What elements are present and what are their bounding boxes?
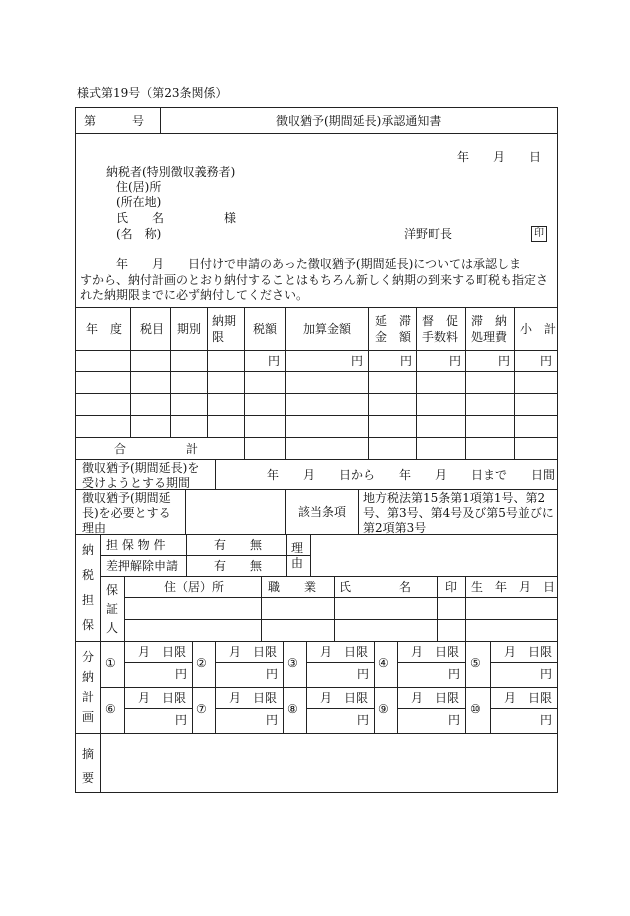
yen-subtotal: 円 [540, 354, 553, 368]
yen-delinquency: 円 [498, 354, 511, 368]
grace-period-label-2: 受けようとする期間 [82, 476, 191, 490]
installment-date-6: 月 日限 [138, 691, 187, 705]
address-label: 住(居)所 [116, 180, 162, 194]
installment-date-2: 月 日限 [229, 645, 278, 659]
header-additional: 加算金額 [303, 322, 352, 336]
guarantor-dob-header: 生 年 月 日 [471, 580, 556, 594]
installment-yen-7: 円 [266, 713, 279, 727]
installment-yen-1: 円 [175, 667, 188, 681]
applicable-text-2: 号、第3号、第4号及び第5号並びに [363, 506, 554, 520]
body-line-1: 年 月 日付けで申請のあった徴収猶予(期間延長)については承認しま [116, 257, 522, 271]
installment-mark-4: ④ [378, 656, 389, 670]
installment-date-4: 月 日限 [411, 645, 460, 659]
installment-yen-8: 円 [357, 713, 370, 727]
taxpayer-label: 納税者(特別徴収義務者) [106, 165, 236, 179]
reason-label-1: 徴収猶予(期間延 [82, 491, 171, 505]
installment-date-1: 月 日限 [138, 645, 187, 659]
yen-arrears: 円 [400, 354, 413, 368]
issuer-name: 洋野町長 [404, 227, 453, 241]
body-line-2: すから、納付計画のとおり納付することはもちろん新しく納期の到来する町税も指定さ [80, 273, 549, 287]
yen-additional: 円 [351, 354, 364, 368]
header-due-1: 納期 [212, 314, 237, 328]
header-delinquency-1: 滞 納 [471, 314, 508, 328]
installment-yen-6: 円 [175, 713, 188, 727]
body-line-3: れた納期限までに必ず納付してください。 [80, 288, 309, 302]
installment-yen-2: 円 [266, 667, 279, 681]
security-side-label: 納税担保 [81, 543, 94, 632]
installment-side-label: 分納計画 [81, 650, 94, 724]
installment-mark-3: ③ [287, 656, 298, 670]
header-arrears-1: 延 滞 [375, 314, 412, 328]
total-label: 合 計 [114, 442, 199, 456]
header-delinquency-2: 処理費 [471, 330, 508, 344]
number-label: 第 号 [84, 114, 145, 128]
location-label: (所在地) [116, 195, 162, 209]
header-year: 年 度 [86, 322, 123, 336]
header-subtotal: 小 計 [520, 322, 557, 336]
installment-mark-10: ⑩ [470, 702, 481, 716]
installment-date-8: 月 日限 [320, 691, 369, 705]
installment-date-3: 月 日限 [320, 645, 369, 659]
guarantor-occupation-header: 職 業 [268, 580, 317, 594]
release-label: 差押解除申請 [106, 559, 179, 573]
grace-period-label-1: 徴収猶予(期間延長)を [82, 461, 200, 475]
header-period: 期別 [177, 322, 202, 336]
installment-date-9: 月 日限 [411, 691, 460, 705]
installment-mark-9: ⑨ [378, 702, 389, 716]
installment-date-5: 月 日限 [504, 645, 553, 659]
installment-yen-10: 円 [540, 713, 553, 727]
applicable-text-3: 第2項第3号 [363, 521, 427, 535]
entity-name-label: (名 称) [116, 227, 162, 241]
guarantor-label: 保証人 [105, 583, 118, 635]
security-reason-label-1: 理 [291, 541, 304, 555]
installment-mark-5: ⑤ [470, 656, 481, 670]
header-reminder-1: 督 促 [422, 314, 459, 328]
issue-date: 年 月 日 [457, 150, 542, 164]
installment-mark-8: ⑧ [287, 702, 298, 716]
header-due-2: 限 [212, 330, 225, 344]
installment-yen-3: 円 [357, 667, 370, 681]
installment-yen-9: 円 [448, 713, 461, 727]
document-title: 徴収猶予(期間延長)承認通知書 [276, 114, 442, 128]
installment-yen-5: 円 [540, 667, 553, 681]
header-tax-item: 税目 [140, 322, 165, 336]
header-tax-amount: 税額 [253, 322, 278, 336]
installment-mark-7: ⑦ [196, 702, 207, 716]
grace-period-value: 年 月 日から 年 月 日まで 日間 [267, 468, 556, 482]
yen-reminder: 円 [449, 354, 462, 368]
guarantor-name-header: 氏 名 [339, 580, 412, 594]
installment-mark-6: ⑥ [105, 702, 116, 716]
applicable-text-1: 地方税法第15条第1項第1号、第2 [363, 491, 546, 505]
reason-label-2: 長)を必要とする [82, 506, 171, 520]
form-id: 様式第19号（第23条関係） [77, 86, 228, 100]
remarks-label: 摘要 [81, 747, 94, 785]
security-reason-label-2: 由 [291, 556, 304, 570]
installment-mark-1: ① [105, 656, 116, 670]
header-reminder-2: 手数料 [422, 330, 459, 344]
name-label: 氏 名 様 [116, 211, 237, 225]
installment-mark-2: ② [196, 656, 207, 670]
release-yes-no: 有 無 [214, 559, 263, 573]
guarantor-address-header: 住（居）所 [164, 580, 225, 594]
installment-date-10: 月 日限 [504, 691, 553, 705]
installment-date-7: 月 日限 [229, 691, 278, 705]
installment-yen-4: 円 [448, 667, 461, 681]
header-arrears-2: 金 額 [375, 330, 412, 344]
applicable-label: 該当条項 [298, 505, 347, 519]
collateral-yes-no: 有 無 [214, 538, 263, 552]
issuer-seal: 印 [531, 226, 547, 242]
guarantor-seal-header: 印 [445, 580, 458, 594]
yen-tax-amount: 円 [268, 354, 281, 368]
collateral-label: 担 保 物 件 [106, 538, 166, 552]
reason-label-3: 理由 [82, 521, 107, 535]
